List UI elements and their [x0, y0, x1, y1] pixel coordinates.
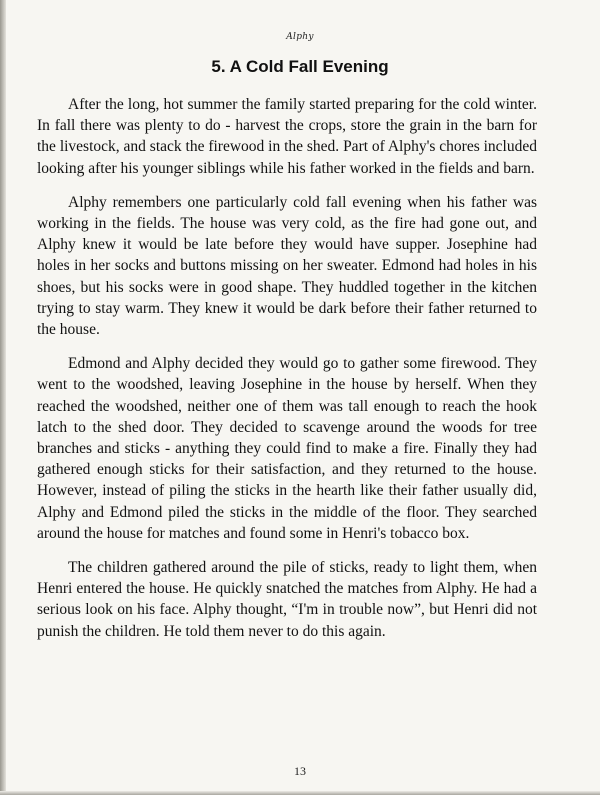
running-head: Alphy — [286, 32, 314, 42]
chapter-body — [37, 94, 537, 655]
paragraph-3: Edmond and Alphy decided they would go to gather some firewood. They went to the woodshed, leaving Josephine in the house by herself. When they reached the woodshed, neither one of them was tall enough to reach the hook latch to the shed door. They decided to scavenge around the woods for tree branches and sticks - anything they could find to make a fire. Finally they had gathered enough sticks for their satisfaction, and they returned to the house. However, instead of piling the sticks in the hearth like their father usually did, Alphy and Edmond piled the sticks in the middle of the floor. They searched around the house for matches and found some in Henri's tobacco box. — [37, 355, 537, 542]
paragraph-1: After the long, hot summer the family started preparing for the cold winter. In fall there was plenty to do - harvest the crops, store the grain in the barn for the livestock, and stack the firewood in the shed. Part of Alphy's chores included looking after his younger siblings while his father worked in the fields and barn. — [37, 96, 537, 177]
chapter-title: 5. A Cold Fall Evening — [211, 57, 389, 76]
page-bottom-edge — [0, 791, 600, 795]
page-edge-shadow — [0, 0, 6, 795]
paragraph-2: Alphy remembers one particularly cold fall evening when his father was working in the fields. The house was very cold, as the fire had gone out, and Alphy knew it would be late before they would have supper. Josephine had holes in her socks and buttons missing on her sweater. Edmond had holes in his shoes, but his socks were in good shape. They huddled together in the kitchen trying to stay warm. They knew it would be dark before their father returned to the house. — [37, 193, 537, 339]
page-number: 13 — [294, 764, 306, 778]
paragraph-4: The children gathered around the pile of sticks, ready to light them, when Henri entered the house. He quickly snatched the matches from Alphy. He had a serious look on his face. Alphy thought, “I'm in trouble now”, but Henri did not punish the children. He told them never to do this again. — [37, 559, 537, 640]
